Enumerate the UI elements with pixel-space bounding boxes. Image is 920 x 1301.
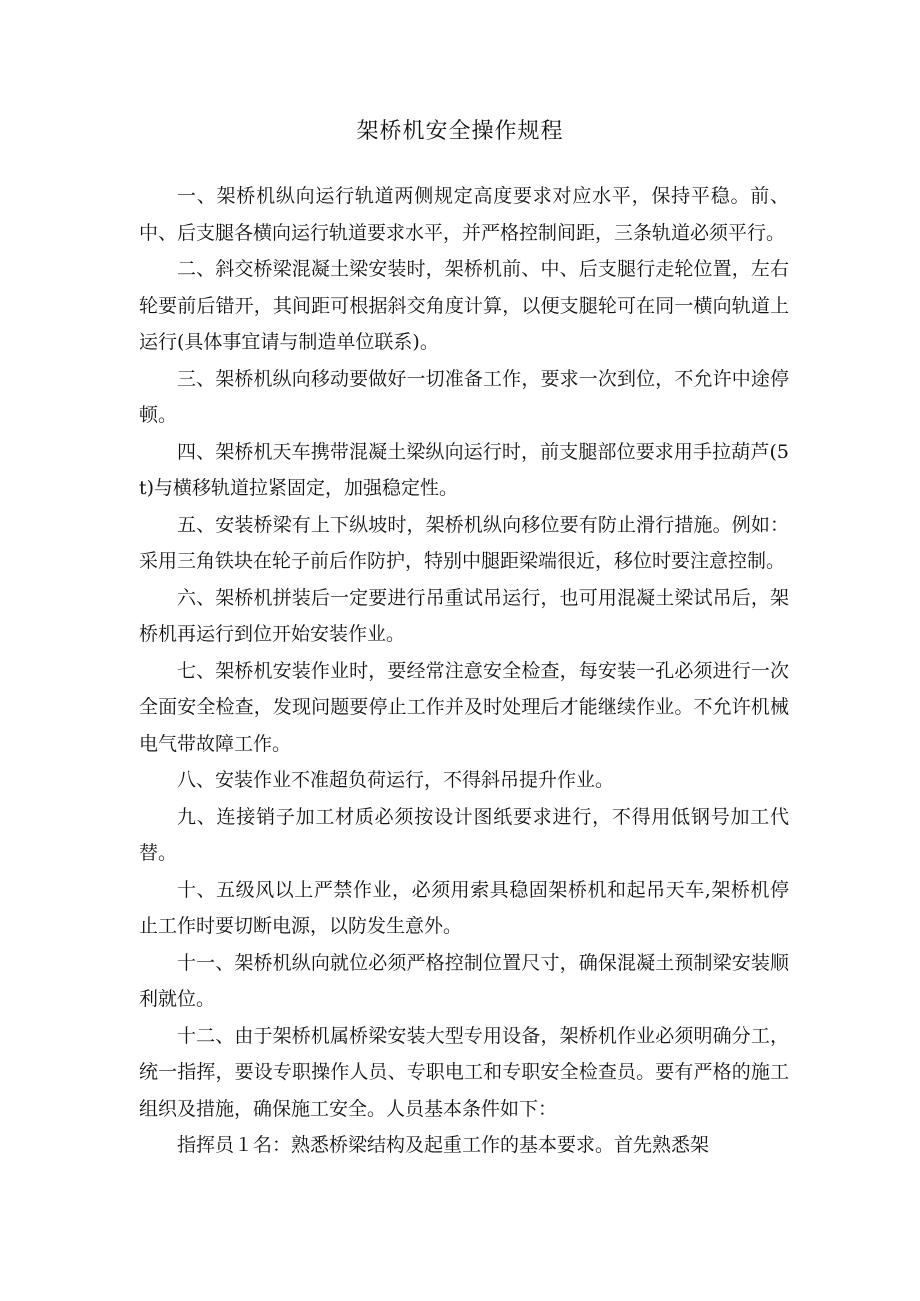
document-body	[139, 178, 789, 1164]
paragraph-3: 三、架桥机纵向移动要做好一切准备工作，要求一次到位，不允许中途停顿。	[139, 367, 789, 426]
paragraph-1: 一、架桥机纵向运行轨道两侧规定高度要求对应水平，保持平稳。前、中、后支腿各横向运行轨道要求水平，并严格控制间距，三条轨道必须平行。	[139, 185, 789, 244]
paragraph-7: 七、架桥机安装作业时，要经常注意安全检查，每安装一孔必须进行一次全面安全检查，发现问题要停止工作并及时处理后才能继续作业。不允许机械电气带故障工作。	[139, 659, 789, 755]
paragraph-8: 八、安装作业不准超负荷运行，不得斜吊提升作业。	[177, 769, 615, 791]
paragraph-11: 十一、架桥机纵向就位必须严格控制位置尺寸，确保混凝土预制梁安装顺利就位。	[139, 951, 789, 1010]
paragraph-12: 十二、由于架桥机属桥梁安装大型专用设备，架桥机作业必须明确分工，统一指挥，要设专职操作人员、专职电工和专职安全检查员。要有严格的施工组织及措施，确保施工安全。人员基本条件如下：	[139, 1024, 789, 1120]
paragraph-5: 五、安装桥梁有上下纵坡时，架桥机纵向移位要有防止滑行措施。例如：采用三角铁块在轮子前后作防护，特别中腿距梁端很近，移位时要注意控制。	[139, 513, 789, 572]
paragraph-2: 二、斜交桥梁混凝土梁安装时，架桥机前、中、后支腿行走轮位置，左右轮要前后错开，其间距可根据斜交角度计算，以便支腿轮可在同一横向轨道上运行(具体事宜请与制造单位联系)。	[139, 258, 789, 353]
document-title: 架桥机安全操作规程	[356, 119, 564, 144]
paragraph-6: 六、架桥机拼装后一定要进行吊重试吊运行，也可用混凝土梁试吊后，架桥机再运行到位开始安装作业。	[139, 586, 789, 645]
paragraph-13: 指挥员１名：熟悉桥梁结构及起重工作的基本要求。首先熟悉架	[177, 1134, 710, 1156]
paragraph-10: 十、五级风以上严禁作业，必须用索具稳固架桥机和起吊天车,架桥机停止工作时要切断电源，以防发生意外。	[139, 878, 789, 937]
paragraph-4: 四、架桥机天车携带混凝土梁纵向运行时，前支腿部位要求用手拉葫芦(5t)与横移轨道拉紧固定，加强稳定性。	[139, 440, 789, 499]
paragraph-9: 九、连接销子加工材质必须按设计图纸要求进行，不得用低钢号加工代替。	[139, 805, 789, 864]
